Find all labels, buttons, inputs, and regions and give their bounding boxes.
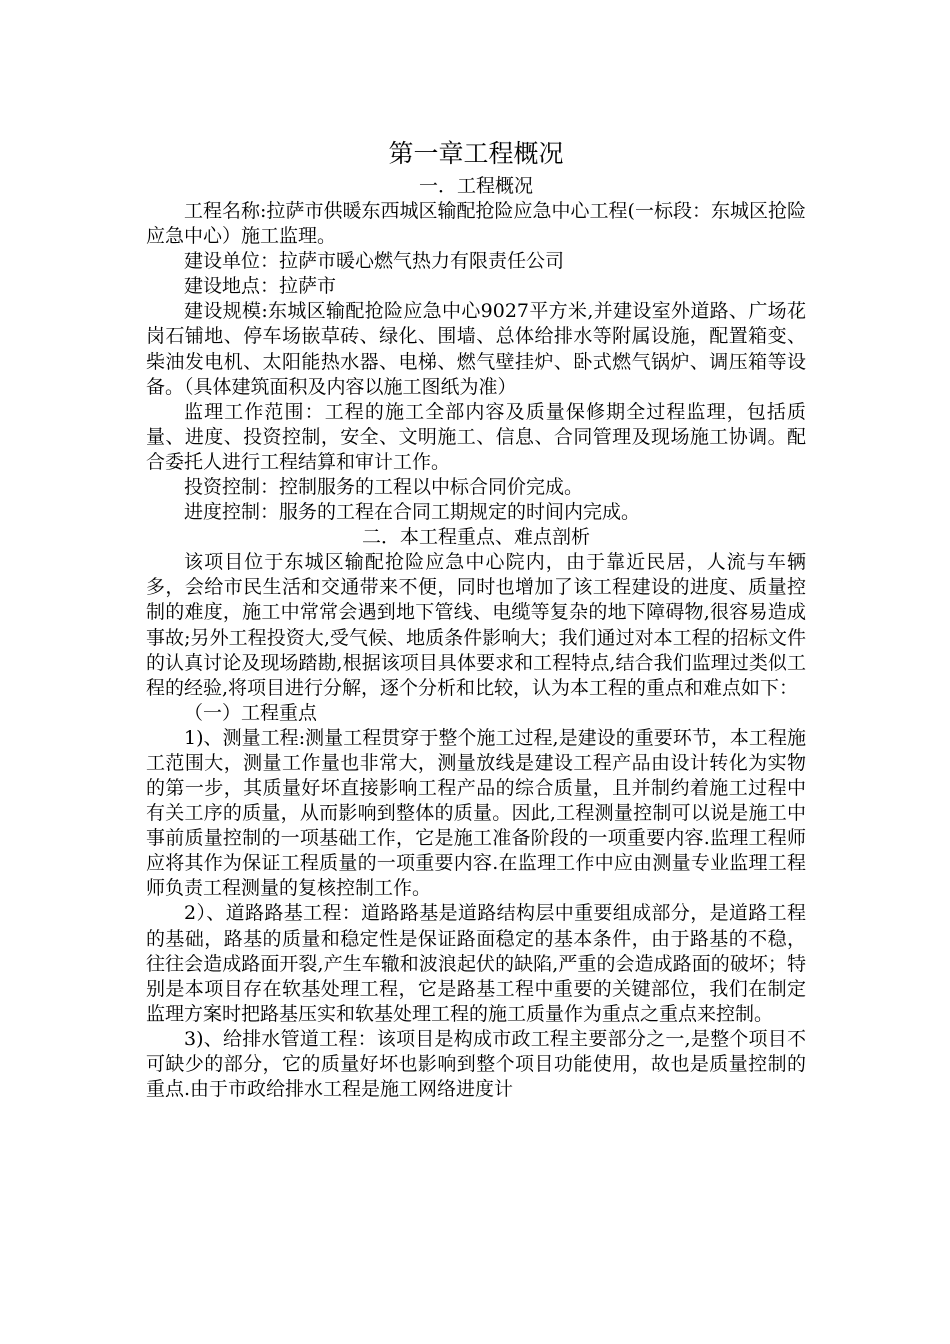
document-body [146,134,806,1102]
paragraph-project-name: 工程名称:拉萨市供暖东西城区输配抢险应急中心工程(一标段：东城区抢险应急中心）施工监理。 [146,200,806,248]
paragraph-construction-site: 建设地点：拉萨市 [184,275,337,298]
paragraph-project-analysis: 该项目位于东城区输配抢险应急中心院内，由于靠近民居，人流与车辆多，会给市民生活和交通带来不便，同时也增加了该工程建设的进度、质量控制的难度，施工中常常会遇到地下管线、电缆等复杂的地下障碍物,很容易造成事故;另外工程投资大,受气候、地质条件影响大；我们通过对本工程的招标文件的认真讨论及现场踏勘,根据该项目具体要求和工程特点,结合我们监理过类似工程的经验,将项目进行分解，逐个分析和比较，认为本工程的重点和难点如下： [146,551,806,699]
paragraph-roadbed-work: 2）、道路路基工程：道路路基是道路结构层中重要组成部分，是道路工程的基础，路基的质量和稳定性是保证路面稳定的基本条件，由于路基的不稳，往往会造成路面开裂,产生车辙和波浪起伏的缺陷,严重的会造成路面的破坏；特别是本项目存在软基处理工程，它是路基工程中重要的关键部位，我们在制定监理方案时把路基压实和软基处理工程的施工质量作为重点之重点来控制。 [146,902,806,1025]
subheading-key-points: （一）工程重点 [184,701,318,724]
paragraph-investment-control: 投资控制：控制服务的工程以中标合同价完成。 [184,476,584,499]
paragraph-supervision-scope: 监理工作范围：工程的施工全部内容及质量保修期全过程监理，包括质量、进度、投资控制，安全、文明施工、信息、合同管理及现场施工协调。配合委托人进行工程结算和审计工作。 [146,400,806,473]
paragraph-construction-scale: 建设规模:东城区输配抢险应急中心9027平方米,并建设室外道路、广场花岗石铺地、停车场嵌草砖、绿化、围墙、总体给排水等附属设施，配置箱变、柴油发电机、太阳能热水器、电梯、燃气壁挂炉、卧式燃气锅炉、调压箱等设备。（具体建筑面积及内容以施工图纸为准） [146,300,806,398]
paragraph-construction-unit: 建设单位：拉萨市暖心燃气热力有限责任公司 [184,250,565,273]
chapter-title: 第一章工程概况 [388,139,564,168]
paragraph-pipeline-work: 3)、给排水管道工程：该项目是构成市政工程主要部分之一,是整个项目不可缺少的部分，它的质量好坏也影响到整个项目功能使用，故也是质量控制的重点.由于市政给排水工程是施工网络进度计 [146,1027,806,1101]
paragraph-survey-work: 1)、测量工程:测量工程贯穿于整个施工过程,是建设的重要环节，本工程施工范围大，测量工作量也非常大，测量放线是建设工程产品由设计转化为实物的第一步，其质量好坏直接影响工程产品的综合质量，且并制约着施工过程中有关工序的质量，从而影响到整体的质量。因此,工程测量控制可以说是施工中事前质量控制的一项基础工作，它是施工准备阶段的一项重要内容.监理工程师应将其作为保证工程质量的一项重要内容.在监理工作中应由测量专业监理工程师负责工程测量的复核控制工作。 [146,726,806,900]
section-heading-key-points: 二．本工程重点、难点剖析 [361,526,590,549]
section-heading-overview: 一．工程概况 [418,175,533,197]
paragraph-schedule-control: 进度控制：服务的工程在合同工期规定的时间内完成。 [184,501,641,524]
